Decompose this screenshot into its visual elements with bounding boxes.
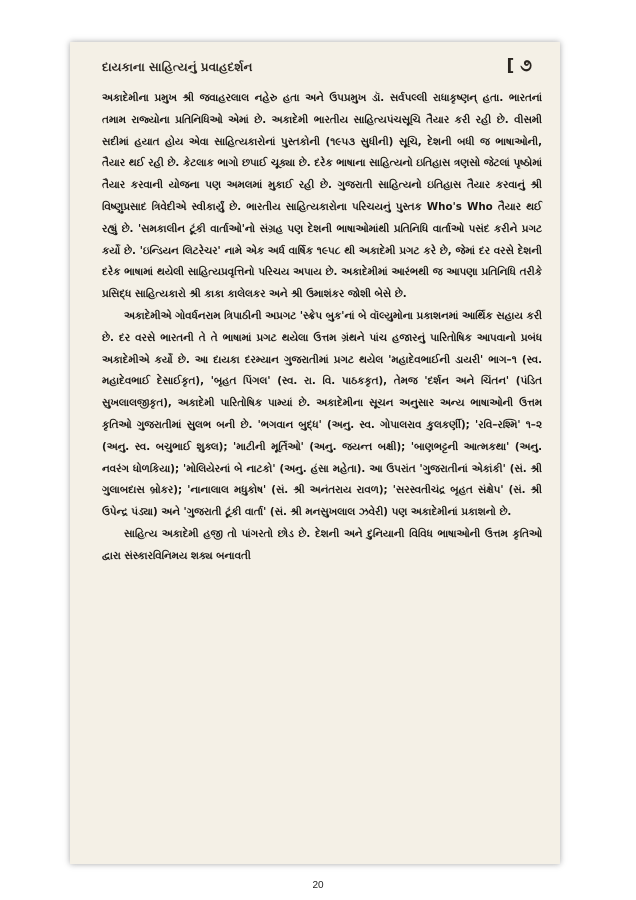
paragraph-3: સાહિત્ય અકાદેમી હજી તો પાંગરતો છોડ છે. દેશની અને દુનિયાની વિવિધ ભાષાઓની ઉત્તમ કૃતિઓ દ્વારા સંસ્કારવિનિમય શક્ય બનાવતી (102, 527, 542, 562)
book-page-number: [ ૭ (506, 56, 532, 76)
book-page (70, 42, 560, 864)
pdf-page-number: 20 (312, 880, 324, 891)
running-title: દાયકાના સાહિત્યનું પ્રવાહદર્શન (102, 60, 253, 74)
paragraph-2: અકાદેમીએ ગોવર્ધનરામ ત્રિપાઠીની અપ્રગટ 'સ્ક્રેપ બુક'નાં બે વૉલ્યુમોના પ્રકાશનમાં આર્થિક સહાય કરી છે. દર વરસે ભારતની તે તે ભાષામાં પ્રગટ થયેલા ઉત્તમ ગ્રંથને પાંચ હજારનું પારિતોષિક આપવાનો પ્રબંધ અકાદેમીએ કર્યો છે. આ દાયકા દરમ્યાન ગુજરાતીમાં પ્રગટ થયેલ 'મહાદેવભાઈની ડાયરી' ભાગ–૧ (સ્વ. મહાદેવભાઈ દેસાઈકૃત), 'બૃહત પિંગલ' (સ્વ. રા. વિ. પાઠકકૃત), તેમજ 'દર્શન અને ચિંતન' (પંડિત સુખલાલજીકૃત), અકાદેમી પારિતોષિક પામ્યાં છે. અકાદેમીના સૂચન અનુસાર અન્ય ભાષાઓની ઉત્તમ કૃતિઓ ગુજરાતીમાં સુલભ બની છે. 'ભગવાન બુદ્ધ' (અનુ. સ્વ. ગોપાલરાવ કુલકર્ણી); 'રવિ–રશ્મિ' ૧–૨ (અનુ. સ્વ. બચુભાઈ શુક્લ); 'માટીની મૂર્તિઓ' (અનુ. જયન્ત બક્ષી); 'બાણભટ્ટની આત્મકથા' (અનુ. નવરંગ ધોળકિયા); 'મોલિયેરનાં બે નાટકો' (અનુ. હંસા મહેતા). આ ઉપરાંત 'ગુજરાતીનાં એકાંકી' (સં. શ્રી ગુલાબદાસ બ્રોકર); 'નાનાલાલ મધુકોષ' (સં. શ્રી અનંતરાય રાવળ); 'સરસ્વતીચંદ્ર બૃહત સંક્ષેપ' (સં. શ્રી ઉપેન્દ્ર પંડ્યા) અને 'ગુજરાતી ટૂંકી વાર્તા' (સં. શ્રી મનસુખલાલ ઝવેરી) પણ અકાદેમીનાં પ્રકાશનો છે. (102, 309, 542, 519)
body-text (102, 88, 542, 568)
running-header (102, 56, 532, 76)
paragraph-1: અકાદેમીના પ્રમુખ શ્રી જવાહરલાલ નહેરુ હતા અને ઉપપ્રમુખ ડૉ. સર્વપલ્લી રાધાકૃષ્ણન્ હતા. ભારતનાં તમામ રાજ્યોના પ્રતિનિધિઓ એમાં છે. અકાદેમી ભારતીય સાહિત્યપંચસૂચિ તૈયાર કરી રહી છે. વીસમી સદીમાં હયાત હોય એવા સાહિત્યકારોનાં પુસ્તકોની (૧૯૫૩ સુધીની) સૂચિ, દેશની બધી જ ભાષાઓની, તૈયાર થઈ રહી છે. કેટલાક ભાગો છપાઈ ચૂક્યા છે. દરેક ભાષાના સાહિત્યનો ઇતિહાસ ત્રણસો જેટલાં પૃષ્ઠોમાં તૈયાર કરવાની યોજના પણ અમલમાં મુકાઈ રહી છે. ગુજરાતી સાહિત્યનો ઇતિહાસ તૈયાર કરવાનું શ્રી વિષ્ણુપ્રસાદ ત્રિવેદીએ સ્વીકાર્યું છે. ભારતીય સાહિત્યકારોના પરિચયનું પુસ્તક Who's Who તૈયાર થઈ રહ્યું છે. 'સમકાલીન ટૂંકી વાર્તાઓ'નો સંગ્રહ પણ દેશની ભાષાઓમાંથી પ્રતિનિધિ વાર્તાઓ પસંદ કરીને પ્રગટ કર્યો છે. 'ઇન્ડિયન લિટરેચર' નામે એક અર્ધ વાર્ષિક ૧૯૫૮ થી અકાદેમી પ્રગટ કરે છે, જેમાં દર વરસે દેશની દરેક ભાષામાં થયેલી સાહિત્યપ્રવૃત્તિનો પરિચય અપાય છે. અકાદેમીમાં આરંભથી જ આપણા પ્રતિનિધિ તરીકે પ્રસિદ્ધ સાહિત્યકારો શ્રી કાકા કાલેલકર અને શ્રી ઉમાશંકર જોશી બેસે છે. (102, 92, 542, 301)
